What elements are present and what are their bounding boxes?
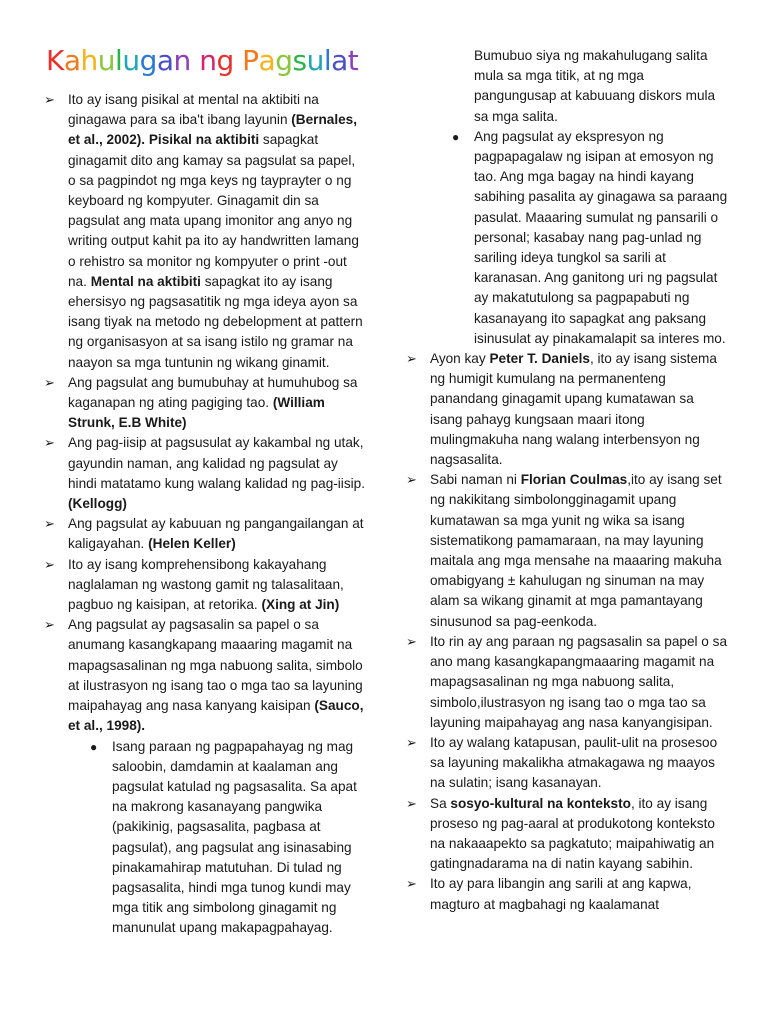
arrow-bullet-icon: ➢ — [406, 795, 417, 811]
item-text: Ayon kay — [430, 351, 490, 367]
title-letter: K — [46, 44, 64, 77]
bold-citation: (Helen Keller) — [148, 536, 236, 552]
arrow-bullet-icon: ➢ — [44, 374, 55, 390]
bold-citation: (Xing at Jin) — [261, 597, 340, 613]
arrow-bullet-icon: ➢ — [406, 351, 417, 367]
arrow-bullet-icon: ➢ — [406, 633, 417, 649]
item-text: sapagkat ito ay isang ehersisyo ng pagsasatitik ng mga ideya ayon sa isang tiyak na metodo ng debelopment at pattern ng organisasyon at sa isang istilo ng gramar na naayon sa mga tuntunin ng wikang ginamit. — [68, 273, 363, 370]
title-letter: s — [292, 44, 307, 77]
title-letter: a — [63, 44, 81, 77]
title-letter — [191, 44, 199, 77]
arrow-list-item — [42, 514, 366, 554]
sub-item-text: Ang pagsulat ay ekspresyon ng pagpapagalaw ng isipan at emosyon ng tao. Ang mga bagay na hindi kayang sabihing pasalita ay ginagawa sa paraang pasulat. Maaaring sumulat ng pansarili o personal; kasabay nang pag-unlad ng sariling ideya tungkol sa sarili at karanasan. Ang ganitong uri ng pagsulat ay makatutulong sa pagpapabuti ng kasanayang ito sapagkat ang paksang isinusulat ay pinakamalapit sa interes mo. — [474, 128, 728, 346]
item-text: Ang pagsulat ay pagsasalin sa papel o sa anumang kasangkapang maaaring magamit na mapagsasalinan ng mga nabuong salita, simbolo at ilustrasyon ng isang tao o mga tao sa layuning maipahayag ang nasa kanyang kaisipan — [68, 617, 363, 714]
title-letter: n — [173, 44, 191, 77]
sub-bullet-item — [430, 127, 730, 349]
continued-text: Bumubuo siya ng makahulugang salita mula sa mga titik, at ng mga pangungusap at kabuuang diskors mula sa mga salita. — [474, 48, 716, 124]
title-letter: n — [199, 44, 217, 77]
item-text: Ang pagsulat ay kabuuan ng pangangailangan at kaligayahan. — [68, 516, 364, 552]
arrow-list-item — [42, 373, 366, 434]
arrow-list-item — [404, 632, 730, 733]
bold-citation: (Bernales, et al., 2002). Pisikal na aktibiti — [68, 112, 358, 148]
sub-bullet-item — [68, 737, 366, 939]
round-bullet-icon: ● — [452, 129, 460, 144]
item-text: , ito ay isang proseso ng pag-aaral at produkotong konteksto na nakaaapekto sa pagkatuto; maipahiwatig an gatingnadarama na di natin kayang sabihin. — [430, 795, 715, 872]
arrow-bullet-icon: ➢ — [44, 516, 55, 532]
title-letter: u — [306, 44, 324, 77]
title-letter: g — [275, 44, 293, 77]
item-text: sapagkat ginagamit dito ang kamay sa pagsulat sa papel, o sa pagpindot ng mga keys ng tayprayter o ng keyboard ng kompyuter. Ginagamit din sa pagsulat ang mata upang imonitor ang anyo ng writing output kahit pa ito ay handwritten lamang o rehistro sa monitor ng kompyuter o print -out na. — [68, 132, 359, 289]
title-letter: g — [216, 44, 234, 77]
arrow-list-item — [404, 349, 730, 470]
arrow-bullet-icon: ➢ — [406, 734, 417, 750]
document-title — [46, 44, 358, 77]
arrow-bullet-icon: ➢ — [44, 92, 55, 107]
arrow-list-item — [42, 433, 366, 514]
item-text: Sabi naman ni — [430, 472, 521, 488]
arrow-bullet-icon: ➢ — [44, 435, 55, 451]
bold-citation: (Sauco, et al., 1998). — [68, 698, 364, 734]
round-bullet-icon: ● — [90, 739, 98, 754]
bold-citation: sosyo-kultural na konteksto — [450, 795, 631, 811]
bold-citation: Peter T. Daniels — [489, 351, 590, 367]
arrow-bullet-icon: ➢ — [44, 556, 55, 572]
right-column — [404, 46, 730, 915]
arrow-list-item — [404, 794, 730, 875]
bold-citation: (Kellogg) — [68, 496, 127, 512]
bold-citation: Florian Coulmas — [520, 472, 628, 488]
arrow-list-item — [42, 615, 366, 736]
item-text: ,ito ay isang set ng nakikitang simbolongginagamit upang kumatawan sa mga yunit ng wika sa isang sistematikong pamamaraan, na may layuning maitala ang mga mensahe na maaaring makuha omabigyang ± kahulugan ng sinuman na may alam sa wikang ginamit at mga pamantayang sinusunod sa pag-eenkoda. — [430, 472, 722, 629]
title-letter: a — [156, 44, 174, 77]
item-text: Sa — [430, 795, 451, 811]
arrow-bullet-icon: ➢ — [406, 472, 417, 488]
arrow-list-item — [404, 733, 730, 794]
item-text: Ito ay isang komprehensibong kakayahang naglalaman ng wastong gamit ng talasalitaan, pagbuo ng kaisipan, at retorika. — [68, 556, 344, 613]
arrow-bullet-icon: ➢ — [406, 876, 417, 892]
title-letter: a — [258, 44, 276, 77]
arrow-bullet-icon: ➢ — [44, 617, 55, 633]
title-letter: l — [115, 44, 123, 77]
item-text: Ang pag-iisip at pagsusulat ay kakambal ng utak, gayundin naman, ang kalidad ng pagsulat ay hindi matatamo kung walang kalidad ng pag-iisip. — [68, 435, 365, 491]
arrow-list-item — [42, 555, 366, 616]
item-text: Ito ay isang pisikal at mental na aktibiti na ginagawa para sa iba't ibang layunin — [68, 92, 319, 128]
title-letter: l — [323, 44, 332, 77]
item-text: Ang pagsulat ang bumubuhay at humuhubog sa kaganapan ng ating pagiging tao. — [68, 374, 358, 411]
sub-item-text: Isang paraan ng pagpapahayag ng mag saloobin, damdamin at kaalaman ang pagsulat katulad ng pagsasalita. Sa apat na makrong kasanayang pangwika (pakikinig, pagsasalita, pagbasa at pagsulat), ang pagsulat ang isinasabing pinakamahirap matutuhan. Di tulad ng pagsasalita, hindi mga tunog kundi may mga titik ang simbolong ginagamit ng manunulat upang makapagpahayag. — [112, 738, 357, 936]
arrow-list-item — [404, 874, 730, 914]
left-column — [42, 90, 366, 939]
item-text: , ito ay isang sistema ng humigit kumulang na permanenteng panandang ginagamit upang kumatawan sa isang pahayg kungsaan maari itong mulingmakuha nang walang interbensyon ng nagsasalita. — [430, 351, 717, 468]
title-letter — [234, 44, 242, 77]
item-text: Ito ay para libangin ang sarili at ang kapwa, magturo at magbahagi ng kaalamanat — [430, 876, 692, 912]
title-letter: t — [347, 44, 359, 77]
title-letter: P — [242, 44, 259, 77]
arrow-list-item — [42, 90, 366, 373]
bold-citation: Mental na aktibiti — [90, 273, 201, 289]
bold-citation: (William Strunk, E.B White) — [68, 395, 325, 431]
arrow-list-item — [404, 470, 730, 632]
title-letter: u — [122, 44, 140, 77]
title-letter: a — [331, 44, 348, 77]
item-text: Ito ay walang katapusan, paulit-ulit na prosesoo sa layuning makalikha atmakagawa ng maayos na sulatin; isang kasanayan. — [430, 734, 718, 791]
item-text: Ito rin ay ang paraan ng pagsasalin sa papel o sa ano mang kasangkapangmaaaring magamit na mapagsasalinan ng mga nabuong salita, simbolo,ilustrasyon ng isang tao o mga tao sa layuning maipahayag ang nasa kanyangisipan. — [430, 633, 728, 730]
title-letter: h — [80, 44, 98, 77]
title-letter: g — [139, 44, 157, 77]
title-letter: u — [97, 44, 116, 77]
